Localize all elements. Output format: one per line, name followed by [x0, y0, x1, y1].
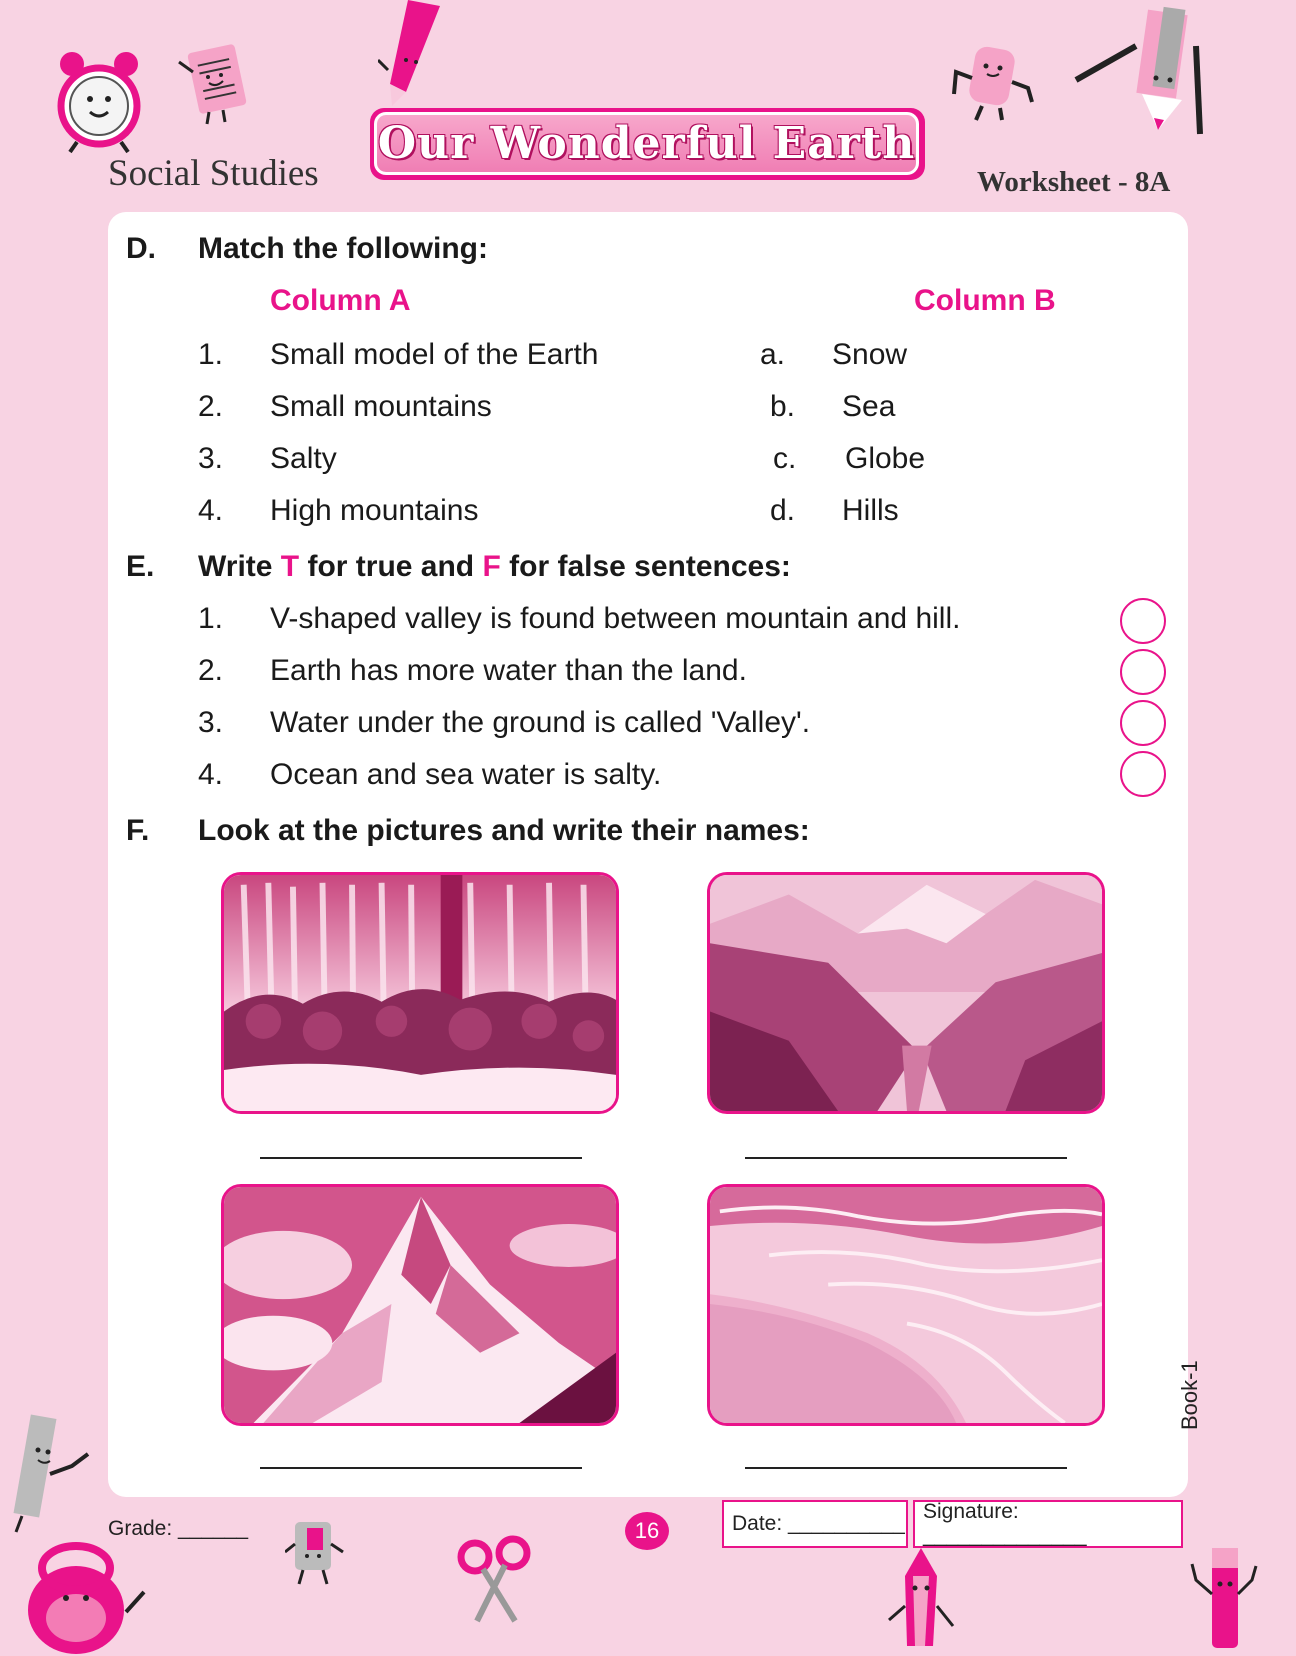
match-column-b-letter: d.	[770, 494, 796, 527]
ruler-pencil-character-icon	[1072, 6, 1207, 136]
match-column-b-letter: b.	[770, 390, 796, 423]
page-title: Our Wonderful Earth	[377, 118, 916, 169]
match-row-number: 1.	[198, 338, 224, 371]
tf-row-number: 1.	[198, 602, 224, 635]
true-letter: T	[280, 550, 300, 583]
match-column-b-item: Snow	[832, 338, 908, 371]
match-row-number: 4.	[198, 494, 224, 527]
answer-line[interactable]	[260, 1157, 582, 1159]
tf-answer-circle[interactable]	[1120, 649, 1166, 695]
tf-statement: Water under the ground is called 'Valley'.	[270, 706, 811, 739]
section-e-title	[198, 550, 791, 584]
subject-label: Social Studies	[108, 153, 319, 194]
signature-label: Signature: ______________	[923, 1500, 1087, 1547]
section-e-title-part: for false sentences:	[500, 550, 791, 583]
tf-row-number: 2.	[198, 654, 224, 687]
section-d-title: Match the following:	[198, 232, 488, 265]
match-column-b-item: Sea	[842, 390, 896, 423]
answer-line[interactable]	[260, 1467, 582, 1469]
match-column-a-item: Small mountains	[270, 390, 492, 423]
ruler-character-icon	[8, 1410, 93, 1535]
match-row-number: 3.	[198, 442, 224, 475]
tf-answer-circle[interactable]	[1120, 751, 1166, 797]
section-f-title: Look at the pictures and write their names:	[198, 814, 810, 847]
match-column-b-item: Hills	[842, 494, 899, 527]
pencil-character-icon	[378, 0, 448, 110]
grade-field[interactable]: Grade: ______	[108, 1517, 249, 1540]
sea-picture	[707, 1184, 1105, 1426]
tf-row-number: 4.	[198, 758, 224, 791]
match-column-a-item: Small model of the Earth	[270, 338, 599, 371]
waterfall-picture	[221, 872, 619, 1114]
notebook-character-icon	[175, 42, 260, 127]
section-d-letter: D.	[126, 232, 156, 265]
section-e-letter: E.	[126, 550, 155, 583]
date-field[interactable]	[722, 1500, 908, 1548]
alarm-clock-icon	[52, 44, 147, 154]
tf-answer-circle[interactable]	[1120, 598, 1166, 644]
sharpener-character-icon	[285, 1518, 345, 1590]
section-e-title-part: for true and	[299, 550, 483, 583]
match-column-b-item: Globe	[845, 442, 926, 475]
crayon-character-icon	[885, 1546, 960, 1656]
scissors-icon	[455, 1535, 535, 1625]
backpack-character-icon	[16, 1528, 146, 1656]
tf-statement: Earth has more water than the land.	[270, 654, 747, 687]
eraser-character-icon	[948, 42, 1038, 122]
section-f-letter: F.	[126, 814, 150, 847]
page-number: 16	[625, 1512, 669, 1550]
book-label: Book-1	[1177, 1360, 1202, 1430]
match-column-b-letter: a.	[760, 338, 786, 371]
title-banner	[374, 112, 919, 175]
section-e-title-part: Write	[198, 550, 281, 583]
tf-row-number: 3.	[198, 706, 224, 739]
false-letter: F	[482, 550, 501, 583]
pen-character-icon	[1190, 1540, 1260, 1656]
valley-picture	[707, 872, 1105, 1114]
worksheet-number: Worksheet - 8A	[977, 166, 1171, 198]
answer-line[interactable]	[745, 1467, 1067, 1469]
date-label: Date: __________	[732, 1512, 905, 1535]
match-row-number: 2.	[198, 390, 224, 423]
column-b-heading: Column B	[914, 284, 1056, 317]
match-column-a-item: High mountains	[270, 494, 479, 527]
tf-answer-circle[interactable]	[1120, 700, 1166, 746]
mountain-picture	[221, 1184, 619, 1426]
answer-line[interactable]	[745, 1157, 1067, 1159]
tf-statement: Ocean and sea water is salty.	[270, 758, 662, 791]
match-column-a-item: Salty	[270, 442, 337, 475]
column-a-heading: Column A	[270, 284, 411, 317]
tf-statement: V-shaped valley is found between mountain and hill.	[270, 602, 961, 635]
signature-field[interactable]	[913, 1500, 1183, 1548]
match-column-b-letter: c.	[773, 442, 797, 475]
